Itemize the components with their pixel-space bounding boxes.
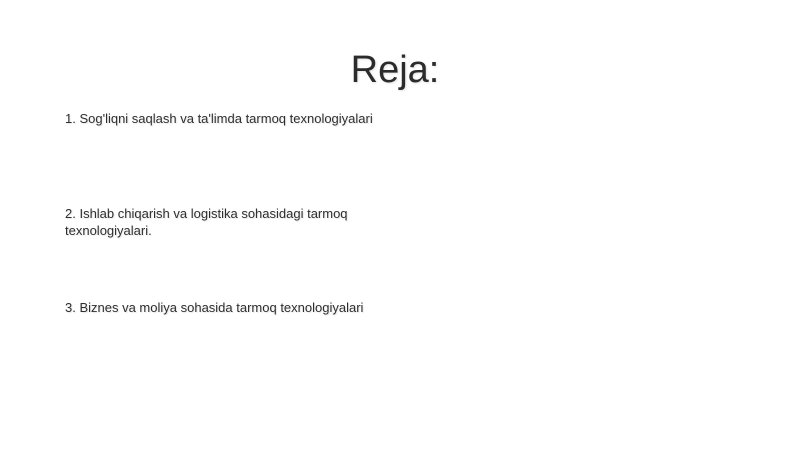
plan-item-2: 2. Ishlab chiqarish va logistika sohasidagi tarmoq texnologiyalari.: [65, 206, 348, 238]
plan-item-1: 1. Sog'liqni saqlash va ta'limda tarmoq texnologiyalari: [65, 111, 373, 126]
plan-item-3: 3. Biznes va moliya sohasida tarmoq texnologiyalari: [65, 300, 364, 315]
slide-title: Reja:: [350, 49, 440, 92]
